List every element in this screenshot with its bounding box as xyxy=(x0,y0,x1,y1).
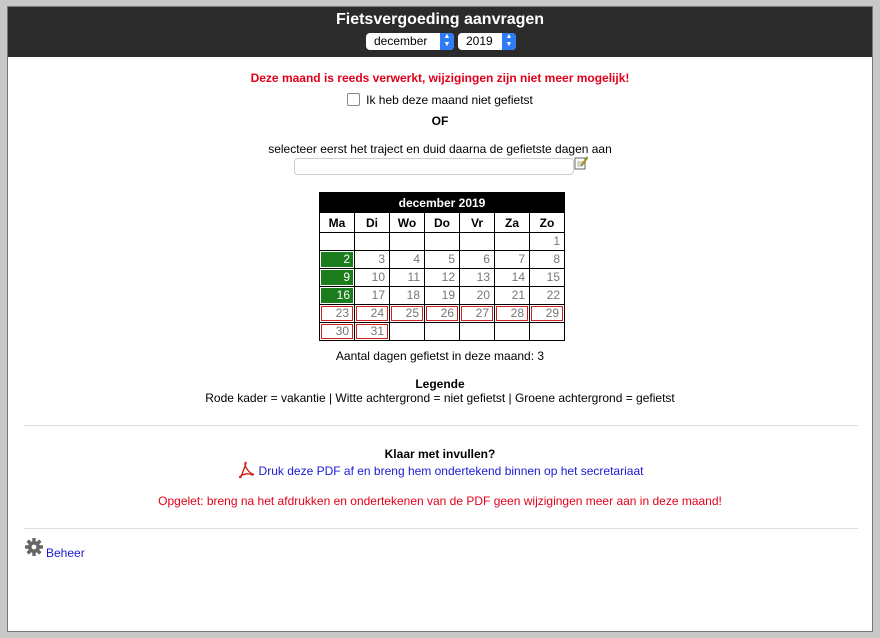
calendar-day-number: 6 xyxy=(483,252,490,266)
no-cycling-checkbox[interactable] xyxy=(347,93,360,106)
calendar-day-number: 14 xyxy=(511,270,525,284)
calendar-day-number: 26 xyxy=(426,306,458,321)
calendar-day-number: 19 xyxy=(441,288,455,302)
calendar-day-cell[interactable] xyxy=(320,251,355,269)
calendar-day-number: 23 xyxy=(321,306,353,321)
divider xyxy=(24,528,858,529)
calendar-day-cell[interactable] xyxy=(355,287,390,305)
calendar-month-title: december 2019 xyxy=(320,193,565,213)
year-select-value: 2019 xyxy=(466,34,493,48)
calendar-day-cell[interactable] xyxy=(425,251,460,269)
page-title: Fietsvergoeding aanvragen xyxy=(335,11,545,28)
calendar-day-number: 3 xyxy=(378,252,385,266)
weekday-header: Vr xyxy=(460,213,495,233)
calendar-day-number: 10 xyxy=(371,270,385,284)
calendar-day-number: 4 xyxy=(413,252,420,266)
year-select[interactable] xyxy=(458,33,516,50)
calendar-day-number: 27 xyxy=(461,306,493,321)
calendar-day-cell[interactable] xyxy=(460,251,495,269)
calendar-week-row xyxy=(320,287,565,305)
weekday-header: Wo xyxy=(390,213,425,233)
calendar xyxy=(319,192,565,341)
calendar-day-cell[interactable] xyxy=(320,305,355,323)
weekday-header: Di xyxy=(355,213,390,233)
weekday-header: Zo xyxy=(530,213,565,233)
month-select-value: december xyxy=(374,34,428,48)
admin-link[interactable]: Beheer xyxy=(46,546,85,560)
calendar-empty-cell xyxy=(390,233,425,251)
calendar-day-cell[interactable] xyxy=(495,269,530,287)
pdf-link[interactable]: Druk deze PDF af en breng hem ondertekend binnen op het secretariaat xyxy=(258,464,644,478)
calendar-week-row xyxy=(320,323,565,341)
calendar-day-cell[interactable] xyxy=(390,287,425,305)
calendar-day-number: 15 xyxy=(546,270,560,284)
calendar-day-number: 25 xyxy=(391,306,423,321)
weekday-header: Za xyxy=(495,213,530,233)
no-cycling-row xyxy=(8,93,872,107)
calendar-day-number: 5 xyxy=(448,252,455,266)
calendar-day-cell[interactable] xyxy=(425,269,460,287)
calendar-week-row xyxy=(320,269,565,287)
pdf-warning: Opgelet: breng na het afdrukken en ondertekenen van de PDF geen wijzigingen meer aan in deze maand! xyxy=(158,494,722,508)
calendar-day-cell[interactable] xyxy=(320,269,355,287)
calendar-day-number: 24 xyxy=(356,306,388,321)
divider xyxy=(24,425,858,426)
month-select[interactable] xyxy=(366,33,454,50)
calendar-day-number: 31 xyxy=(356,324,388,339)
calendar-week-row xyxy=(320,251,565,269)
calendar-day-cell[interactable] xyxy=(530,233,565,251)
calendar-day-number: 16 xyxy=(321,288,353,303)
calendar-day-cell[interactable] xyxy=(530,269,565,287)
calendar-empty-cell xyxy=(495,233,530,251)
calendar-day-number: 2 xyxy=(321,252,353,267)
calendar-day-number: 8 xyxy=(553,252,560,266)
calendar-day-number: 11 xyxy=(407,270,420,284)
calendar-day-number: 13 xyxy=(476,270,490,284)
calendar-day-cell[interactable] xyxy=(355,305,390,323)
pdf-icon xyxy=(237,461,255,479)
calendar-day-number: 9 xyxy=(321,270,353,285)
calendar-day-number: 1 xyxy=(553,234,560,248)
calendar-day-cell[interactable] xyxy=(530,305,565,323)
app-frame xyxy=(7,6,873,632)
calendar-day-number: 20 xyxy=(476,288,490,302)
no-cycling-label: Ik heb deze maand niet gefietst xyxy=(366,93,533,107)
calendar-day-cell[interactable] xyxy=(425,287,460,305)
calendar-day-number: 7 xyxy=(518,252,525,266)
gear-icon[interactable] xyxy=(24,537,44,557)
calendar-empty-cell xyxy=(355,233,390,251)
header-bar xyxy=(8,7,872,57)
calendar-day-cell[interactable] xyxy=(460,305,495,323)
select-arrows-icon: ▲ ▼ xyxy=(502,33,516,50)
weekday-header: Do xyxy=(425,213,460,233)
legend-title: Legende xyxy=(415,377,465,391)
calendar-day-cell[interactable] xyxy=(320,287,355,305)
select-arrows-icon: ▲ ▼ xyxy=(440,33,454,50)
calendar-day-cell[interactable] xyxy=(355,323,390,341)
calendar-day-cell[interactable] xyxy=(495,287,530,305)
calendar-day-cell[interactable] xyxy=(355,251,390,269)
traject-select[interactable] xyxy=(294,158,574,175)
calendar-empty-cell xyxy=(425,323,460,341)
pdf-link-row xyxy=(8,461,872,479)
calendar-day-cell[interactable] xyxy=(530,287,565,305)
calendar-day-cell[interactable] xyxy=(390,251,425,269)
calendar-day-cell[interactable] xyxy=(530,251,565,269)
legend-text: Rode kader = vakantie | Witte achtergrond = niet gefietst | Groene achtergrond = gefietst xyxy=(205,391,675,405)
calendar-empty-cell xyxy=(495,323,530,341)
processed-notice: Deze maand is reeds verwerkt, wijzigingen zijn niet meer mogelijk! xyxy=(250,71,630,85)
calendar-week-row xyxy=(320,305,565,323)
calendar-empty-cell xyxy=(390,323,425,341)
calendar-body xyxy=(320,233,565,341)
instruction-text: selecteer eerst het traject en duid daarna de gefietste dagen aan xyxy=(268,142,612,156)
calendar-day-cell[interactable] xyxy=(425,305,460,323)
calendar-day-cell[interactable] xyxy=(460,269,495,287)
calendar-empty-cell xyxy=(460,323,495,341)
weekday-header-row xyxy=(320,213,565,233)
calendar-day-number: 18 xyxy=(406,288,420,302)
weekday-header: Ma xyxy=(320,213,355,233)
calendar-empty-cell xyxy=(425,233,460,251)
calendar-day-cell[interactable] xyxy=(355,269,390,287)
edit-traject-icon[interactable] xyxy=(574,156,588,170)
calendar-day-number: 17 xyxy=(371,288,385,302)
done-title: Klaar met invullen? xyxy=(384,447,496,461)
calendar-day-cell[interactable] xyxy=(320,323,355,341)
calendar-empty-cell xyxy=(320,233,355,251)
calendar-day-cell[interactable] xyxy=(495,305,530,323)
calendar-day-number: 28 xyxy=(496,306,528,321)
calendar-day-number: 29 xyxy=(531,306,563,321)
calendar-day-number: 22 xyxy=(546,288,560,302)
days-count: Aantal dagen gefietst in deze maand: 3 xyxy=(335,349,545,363)
calendar-day-cell[interactable] xyxy=(495,251,530,269)
calendar-empty-cell xyxy=(530,323,565,341)
calendar-empty-cell xyxy=(460,233,495,251)
calendar-day-cell[interactable] xyxy=(460,287,495,305)
calendar-day-number: 21 xyxy=(511,288,525,302)
calendar-day-cell[interactable] xyxy=(390,269,425,287)
or-label: OF xyxy=(431,114,449,128)
calendar-day-cell[interactable] xyxy=(390,305,425,323)
calendar-week-row xyxy=(320,233,565,251)
calendar-day-number: 30 xyxy=(321,324,353,339)
calendar-day-number: 12 xyxy=(441,270,455,284)
